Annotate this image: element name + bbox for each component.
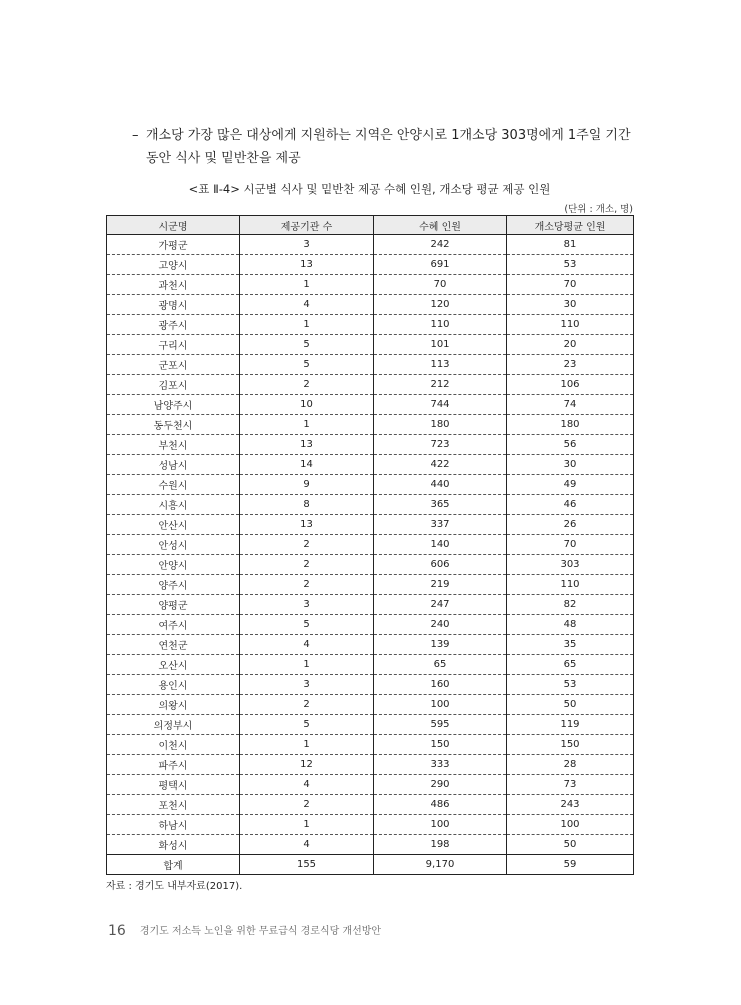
cell-city: 동두천시 bbox=[107, 415, 240, 435]
cell-average: 70 bbox=[507, 535, 634, 555]
cell-beneficiaries: 160 bbox=[374, 675, 507, 695]
table-row bbox=[107, 755, 634, 775]
cell-average: 48 bbox=[507, 615, 634, 635]
cell-average: 180 bbox=[507, 415, 634, 435]
cell-beneficiaries: 110 bbox=[374, 315, 507, 335]
cell-institutions: 8 bbox=[240, 495, 374, 515]
cell-average: 150 bbox=[507, 735, 634, 755]
data-table bbox=[106, 215, 634, 875]
table-row bbox=[107, 535, 634, 555]
cell-city: 구리시 bbox=[107, 335, 240, 355]
table-row bbox=[107, 635, 634, 655]
cell-city: 이천시 bbox=[107, 735, 240, 755]
cell-average: 81 bbox=[507, 235, 634, 255]
cell-institutions: 3 bbox=[240, 675, 374, 695]
cell-average: 243 bbox=[507, 795, 634, 815]
bullet-line-1: 개소당 가장 많은 대상에게 지원하는 지역은 안양시로 1개소당 303명에게 1주일 기간 bbox=[146, 128, 631, 143]
cell-city: 김포시 bbox=[107, 375, 240, 395]
cell-average: 110 bbox=[507, 315, 634, 335]
table-row bbox=[107, 655, 634, 675]
table-row bbox=[107, 255, 634, 275]
cell-beneficiaries: 365 bbox=[374, 495, 507, 515]
cell-institutions: 2 bbox=[240, 695, 374, 715]
cell-city: 성남시 bbox=[107, 455, 240, 475]
cell-city: 용인시 bbox=[107, 675, 240, 695]
cell-city: 안양시 bbox=[107, 555, 240, 575]
page-footer bbox=[108, 922, 381, 939]
cell-city: 하남시 bbox=[107, 815, 240, 835]
table-row bbox=[107, 715, 634, 735]
table-row bbox=[107, 495, 634, 515]
cell-city: 수원시 bbox=[107, 475, 240, 495]
cell-institutions: 5 bbox=[240, 355, 374, 375]
total-row bbox=[107, 855, 634, 875]
cell-city: 연천군 bbox=[107, 635, 240, 655]
table-row bbox=[107, 455, 634, 475]
total-cell-city: 합계 bbox=[107, 855, 240, 875]
cell-beneficiaries: 290 bbox=[374, 775, 507, 795]
cell-average: 303 bbox=[507, 555, 634, 575]
cell-institutions: 2 bbox=[240, 375, 374, 395]
cell-institutions: 1 bbox=[240, 815, 374, 835]
cell-institutions: 5 bbox=[240, 335, 374, 355]
cell-institutions: 1 bbox=[240, 655, 374, 675]
header-institutions: 제공기관 수 bbox=[240, 216, 374, 235]
cell-city: 시흥시 bbox=[107, 495, 240, 515]
cell-beneficiaries: 744 bbox=[374, 395, 507, 415]
cell-beneficiaries: 120 bbox=[374, 295, 507, 315]
header-city: 시군명 bbox=[107, 216, 240, 235]
header-average: 개소당평균 인원 bbox=[507, 216, 634, 235]
cell-beneficiaries: 486 bbox=[374, 795, 507, 815]
cell-institutions: 10 bbox=[240, 395, 374, 415]
unit-note: (단위 : 개소, 명) bbox=[564, 204, 633, 215]
cell-beneficiaries: 113 bbox=[374, 355, 507, 375]
table-row bbox=[107, 695, 634, 715]
cell-city: 양평군 bbox=[107, 595, 240, 615]
cell-average: 30 bbox=[507, 455, 634, 475]
table-caption: <표 Ⅱ-4> 시군별 식사 및 밑반찬 제공 수혜 인원, 개소당 평균 제공 인원 bbox=[188, 182, 551, 196]
cell-average: 50 bbox=[507, 835, 634, 855]
cell-city: 여주시 bbox=[107, 615, 240, 635]
cell-beneficiaries: 100 bbox=[374, 815, 507, 835]
cell-average: 26 bbox=[507, 515, 634, 535]
cell-beneficiaries: 723 bbox=[374, 435, 507, 455]
cell-beneficiaries: 247 bbox=[374, 595, 507, 615]
table-row bbox=[107, 595, 634, 615]
cell-average: 65 bbox=[507, 655, 634, 675]
cell-average: 106 bbox=[507, 375, 634, 395]
cell-average: 30 bbox=[507, 295, 634, 315]
cell-beneficiaries: 606 bbox=[374, 555, 507, 575]
table-row bbox=[107, 735, 634, 755]
cell-average: 119 bbox=[507, 715, 634, 735]
cell-average: 23 bbox=[507, 355, 634, 375]
cell-city: 양주시 bbox=[107, 575, 240, 595]
table-row bbox=[107, 835, 634, 855]
cell-average: 46 bbox=[507, 495, 634, 515]
cell-city: 파주시 bbox=[107, 755, 240, 775]
cell-beneficiaries: 337 bbox=[374, 515, 507, 535]
cell-institutions: 5 bbox=[240, 715, 374, 735]
cell-institutions: 2 bbox=[240, 575, 374, 595]
total-cell-average: 59 bbox=[507, 855, 634, 875]
cell-institutions: 2 bbox=[240, 535, 374, 555]
cell-institutions: 4 bbox=[240, 295, 374, 315]
cell-city: 남양주시 bbox=[107, 395, 240, 415]
cell-beneficiaries: 180 bbox=[374, 415, 507, 435]
header-beneficiaries: 수혜 인원 bbox=[374, 216, 507, 235]
cell-average: 56 bbox=[507, 435, 634, 455]
footer-title: 경기도 저소득 노인을 위한 무료급식 경로식당 개선방안 bbox=[139, 926, 382, 937]
cell-city: 광주시 bbox=[107, 315, 240, 335]
bullet-paragraph bbox=[132, 124, 652, 170]
cell-beneficiaries: 240 bbox=[374, 615, 507, 635]
cell-institutions: 4 bbox=[240, 835, 374, 855]
cell-city: 안산시 bbox=[107, 515, 240, 535]
table-row bbox=[107, 355, 634, 375]
cell-average: 73 bbox=[507, 775, 634, 795]
cell-institutions: 1 bbox=[240, 315, 374, 335]
table-row bbox=[107, 775, 634, 795]
header-row bbox=[107, 216, 634, 235]
table-row bbox=[107, 295, 634, 315]
cell-city: 부천시 bbox=[107, 435, 240, 455]
cell-institutions: 1 bbox=[240, 415, 374, 435]
cell-average: 110 bbox=[507, 575, 634, 595]
cell-institutions: 4 bbox=[240, 635, 374, 655]
cell-beneficiaries: 140 bbox=[374, 535, 507, 555]
table-row bbox=[107, 475, 634, 495]
table-row bbox=[107, 395, 634, 415]
cell-institutions: 2 bbox=[240, 795, 374, 815]
table-row bbox=[107, 375, 634, 395]
table-row bbox=[107, 515, 634, 535]
table-row bbox=[107, 815, 634, 835]
cell-beneficiaries: 422 bbox=[374, 455, 507, 475]
table-row bbox=[107, 675, 634, 695]
cell-beneficiaries: 139 bbox=[374, 635, 507, 655]
cell-institutions: 4 bbox=[240, 775, 374, 795]
cell-beneficiaries: 198 bbox=[374, 835, 507, 855]
cell-beneficiaries: 440 bbox=[374, 475, 507, 495]
cell-institutions: 9 bbox=[240, 475, 374, 495]
cell-institutions: 1 bbox=[240, 275, 374, 295]
cell-average: 74 bbox=[507, 395, 634, 415]
cell-average: 50 bbox=[507, 695, 634, 715]
total-cell-institutions: 155 bbox=[240, 855, 374, 875]
table-row bbox=[107, 235, 634, 255]
cell-average: 28 bbox=[507, 755, 634, 775]
cell-beneficiaries: 691 bbox=[374, 255, 507, 275]
cell-beneficiaries: 70 bbox=[374, 275, 507, 295]
cell-average: 53 bbox=[507, 255, 634, 275]
cell-institutions: 3 bbox=[240, 235, 374, 255]
cell-average: 49 bbox=[507, 475, 634, 495]
cell-beneficiaries: 101 bbox=[374, 335, 507, 355]
cell-city: 오산시 bbox=[107, 655, 240, 675]
cell-beneficiaries: 219 bbox=[374, 575, 507, 595]
cell-average: 100 bbox=[507, 815, 634, 835]
cell-average: 53 bbox=[507, 675, 634, 695]
cell-beneficiaries: 333 bbox=[374, 755, 507, 775]
cell-institutions: 12 bbox=[240, 755, 374, 775]
cell-beneficiaries: 212 bbox=[374, 375, 507, 395]
cell-institutions: 5 bbox=[240, 615, 374, 635]
cell-city: 평택시 bbox=[107, 775, 240, 795]
table-row bbox=[107, 555, 634, 575]
cell-city: 안성시 bbox=[107, 535, 240, 555]
cell-city: 군포시 bbox=[107, 355, 240, 375]
cell-institutions: 13 bbox=[240, 435, 374, 455]
cell-beneficiaries: 150 bbox=[374, 735, 507, 755]
cell-city: 광명시 bbox=[107, 295, 240, 315]
source-note: 자료 : 경기도 내부자료(2017). bbox=[106, 881, 243, 892]
cell-average: 20 bbox=[507, 335, 634, 355]
cell-institutions: 14 bbox=[240, 455, 374, 475]
cell-city: 화성시 bbox=[107, 835, 240, 855]
cell-city: 과천시 bbox=[107, 275, 240, 295]
table-body bbox=[107, 235, 634, 875]
cell-beneficiaries: 595 bbox=[374, 715, 507, 735]
bullet-dash: – bbox=[132, 128, 139, 143]
table-row bbox=[107, 415, 634, 435]
page-number: 16 bbox=[108, 923, 126, 939]
cell-institutions: 13 bbox=[240, 515, 374, 535]
total-cell-beneficiaries: 9,170 bbox=[374, 855, 507, 875]
cell-beneficiaries: 65 bbox=[374, 655, 507, 675]
table-row bbox=[107, 335, 634, 355]
cell-city: 가평군 bbox=[107, 235, 240, 255]
cell-beneficiaries: 100 bbox=[374, 695, 507, 715]
cell-city: 포천시 bbox=[107, 795, 240, 815]
table-row bbox=[107, 575, 634, 595]
cell-average: 82 bbox=[507, 595, 634, 615]
table-row bbox=[107, 315, 634, 335]
table-row bbox=[107, 615, 634, 635]
cell-institutions: 13 bbox=[240, 255, 374, 275]
cell-beneficiaries: 242 bbox=[374, 235, 507, 255]
cell-institutions: 2 bbox=[240, 555, 374, 575]
cell-average: 35 bbox=[507, 635, 634, 655]
cell-institutions: 3 bbox=[240, 595, 374, 615]
bullet-line-2: 동안 식사 및 밑반찬을 제공 bbox=[146, 151, 301, 166]
cell-city: 고양시 bbox=[107, 255, 240, 275]
table-row bbox=[107, 435, 634, 455]
table-row bbox=[107, 275, 634, 295]
cell-city: 의왕시 bbox=[107, 695, 240, 715]
cell-institutions: 1 bbox=[240, 735, 374, 755]
cell-average: 70 bbox=[507, 275, 634, 295]
cell-city: 의정부시 bbox=[107, 715, 240, 735]
table-row bbox=[107, 795, 634, 815]
